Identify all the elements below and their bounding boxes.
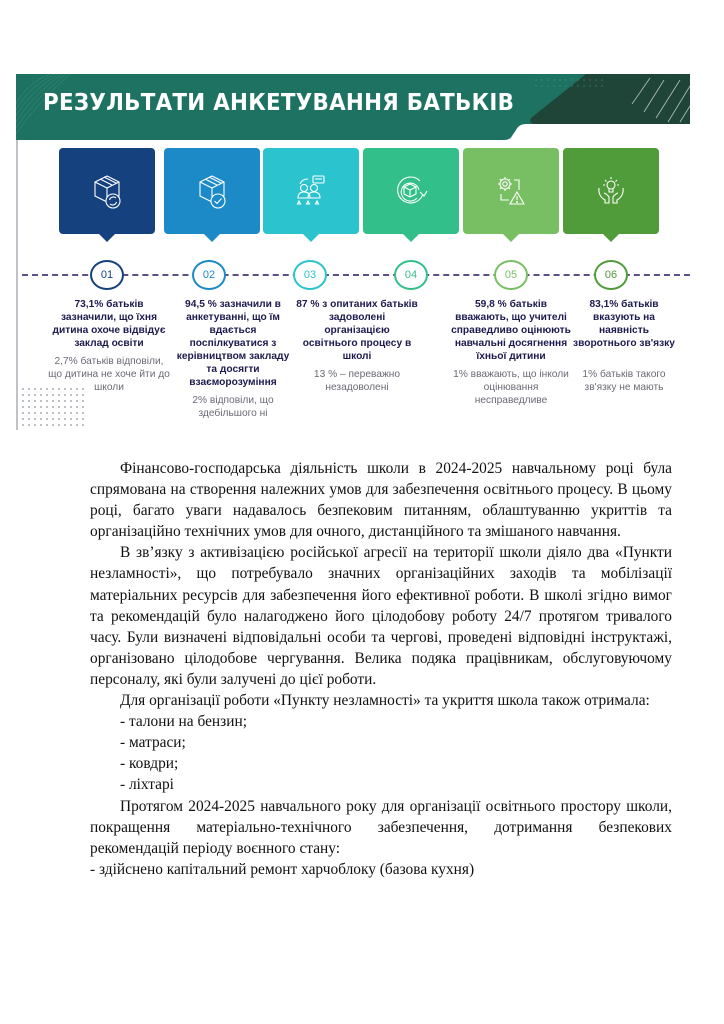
step-card-01 [59,148,155,234]
box-refresh-icon [86,170,128,212]
paragraph: Протягом 2024-2025 навчального року для організації освітнього простору школи, покращення матеріально-технічного забезпечення, дотримання безпекових рекомендацій періоду воєнного стану: [90,797,672,857]
hands-lightbulb-icon [590,170,632,212]
stat-sub-text: 2% відповіли, що здебільшого ні [192,395,274,419]
box-check-icon [191,170,233,212]
box-cycle-icon [390,170,432,212]
stat-sub-text: 1% батьків такого зв'язку не мають [582,369,666,393]
stat-03 [296,298,418,394]
list-item: - талони на бензин; [120,713,247,731]
stat-02 [172,298,294,420]
stat-sub-text: 13 % – переважно незадоволені [313,369,401,393]
step-number-04: 04 [394,260,428,290]
step-number-03: 03 [293,260,327,290]
stat-main-text: 83,1% батьків вказують на наявність зворотнього зв'язку [573,299,675,349]
people-rating-icon [290,170,332,212]
step-number-01: 01 [90,260,124,290]
gear-warning-icon [490,170,532,212]
step-number-02: 02 [192,260,226,290]
step-card-06 [563,148,659,234]
stat-05 [450,298,572,407]
stat-main-text: 73,1% батьків зазначили, що їхня дитина охоче відвідує заклад освіти [52,299,166,349]
title-banner [16,74,690,140]
list-item: - ковдри; [120,755,179,773]
stat-main-text: 94,5 % зазначили в анкетуванні, що їм вдається поспілкуватися з керівництвом закладу та досягти взаєморозуміння [176,299,290,388]
step-number-05: 05 [494,260,528,290]
decorative-dot-grid [20,386,86,428]
step-card-05 [463,148,559,234]
step-card-04 [363,148,459,234]
paragraph: Фінансово-господарська діяльність школи в 2024-2025 навчальному році була спрямована на створення належних умов для забезпечення освітнього процесу. В цьому році, багато уваги надавалось безпековим питанням, облаштуванню укриттів та організаційно технічних умов для очного, дистанційного та змішаного навчання. [90,460,672,541]
banner-title: РЕЗУЛЬТАТИ АНКЕТУВАННЯ БАТЬКІВ [43,90,515,116]
stat-main-text: 59,8 % батьків вважають, що учителі справедливо оцінюють навчальні досягнення їхньої дитини [451,299,571,362]
stat-01 [48,298,170,394]
infographic-left-border [16,136,18,430]
stat-sub-text: 2,7% батьків відповіли, що дитина не хоче йти до школи [48,356,170,393]
list-item: - матраси; [120,734,186,752]
stat-main-text: 87 % з опитаних батьків задоволені організацією освітнього процесу в школі [296,299,418,362]
step-card-02 [164,148,260,234]
list-item: - ліхтарі [120,776,174,794]
list-item: - здійснено капітальний ремонт харчоблоку (базова кухня) [90,860,475,878]
step-card-03 [263,148,359,234]
stat-sub-text: 1% вважають, що інколи оцінювання несправедливе [453,369,569,406]
paragraph: В зв’язку з активізацією російської агресії на території школи діяло два «Пункти незламності», що потребувало значних організаційних заходів та мобілізації матеріальних ресурсів для забезпечення його ефективної роботи. В школі згідно вимог та рекомендацій було налагоджено його цілодобову роботу 24/7 протягом тривалого часу. Були визначені відповідальні особи та чергові, проведені відповідні інструктажі, організовано цілодобове чергування. Велика подяка працівникам, обслуговуючому персоналу, які були залучені до цієї роботи. [90,544,672,688]
step-number-06: 06 [594,260,628,290]
paragraph: Для організації роботи «Пункту незламності» та укриття школа також отримала: [120,692,650,710]
stat-06 [572,298,676,394]
document-body [90,458,672,880]
survey-infographic [16,74,690,430]
